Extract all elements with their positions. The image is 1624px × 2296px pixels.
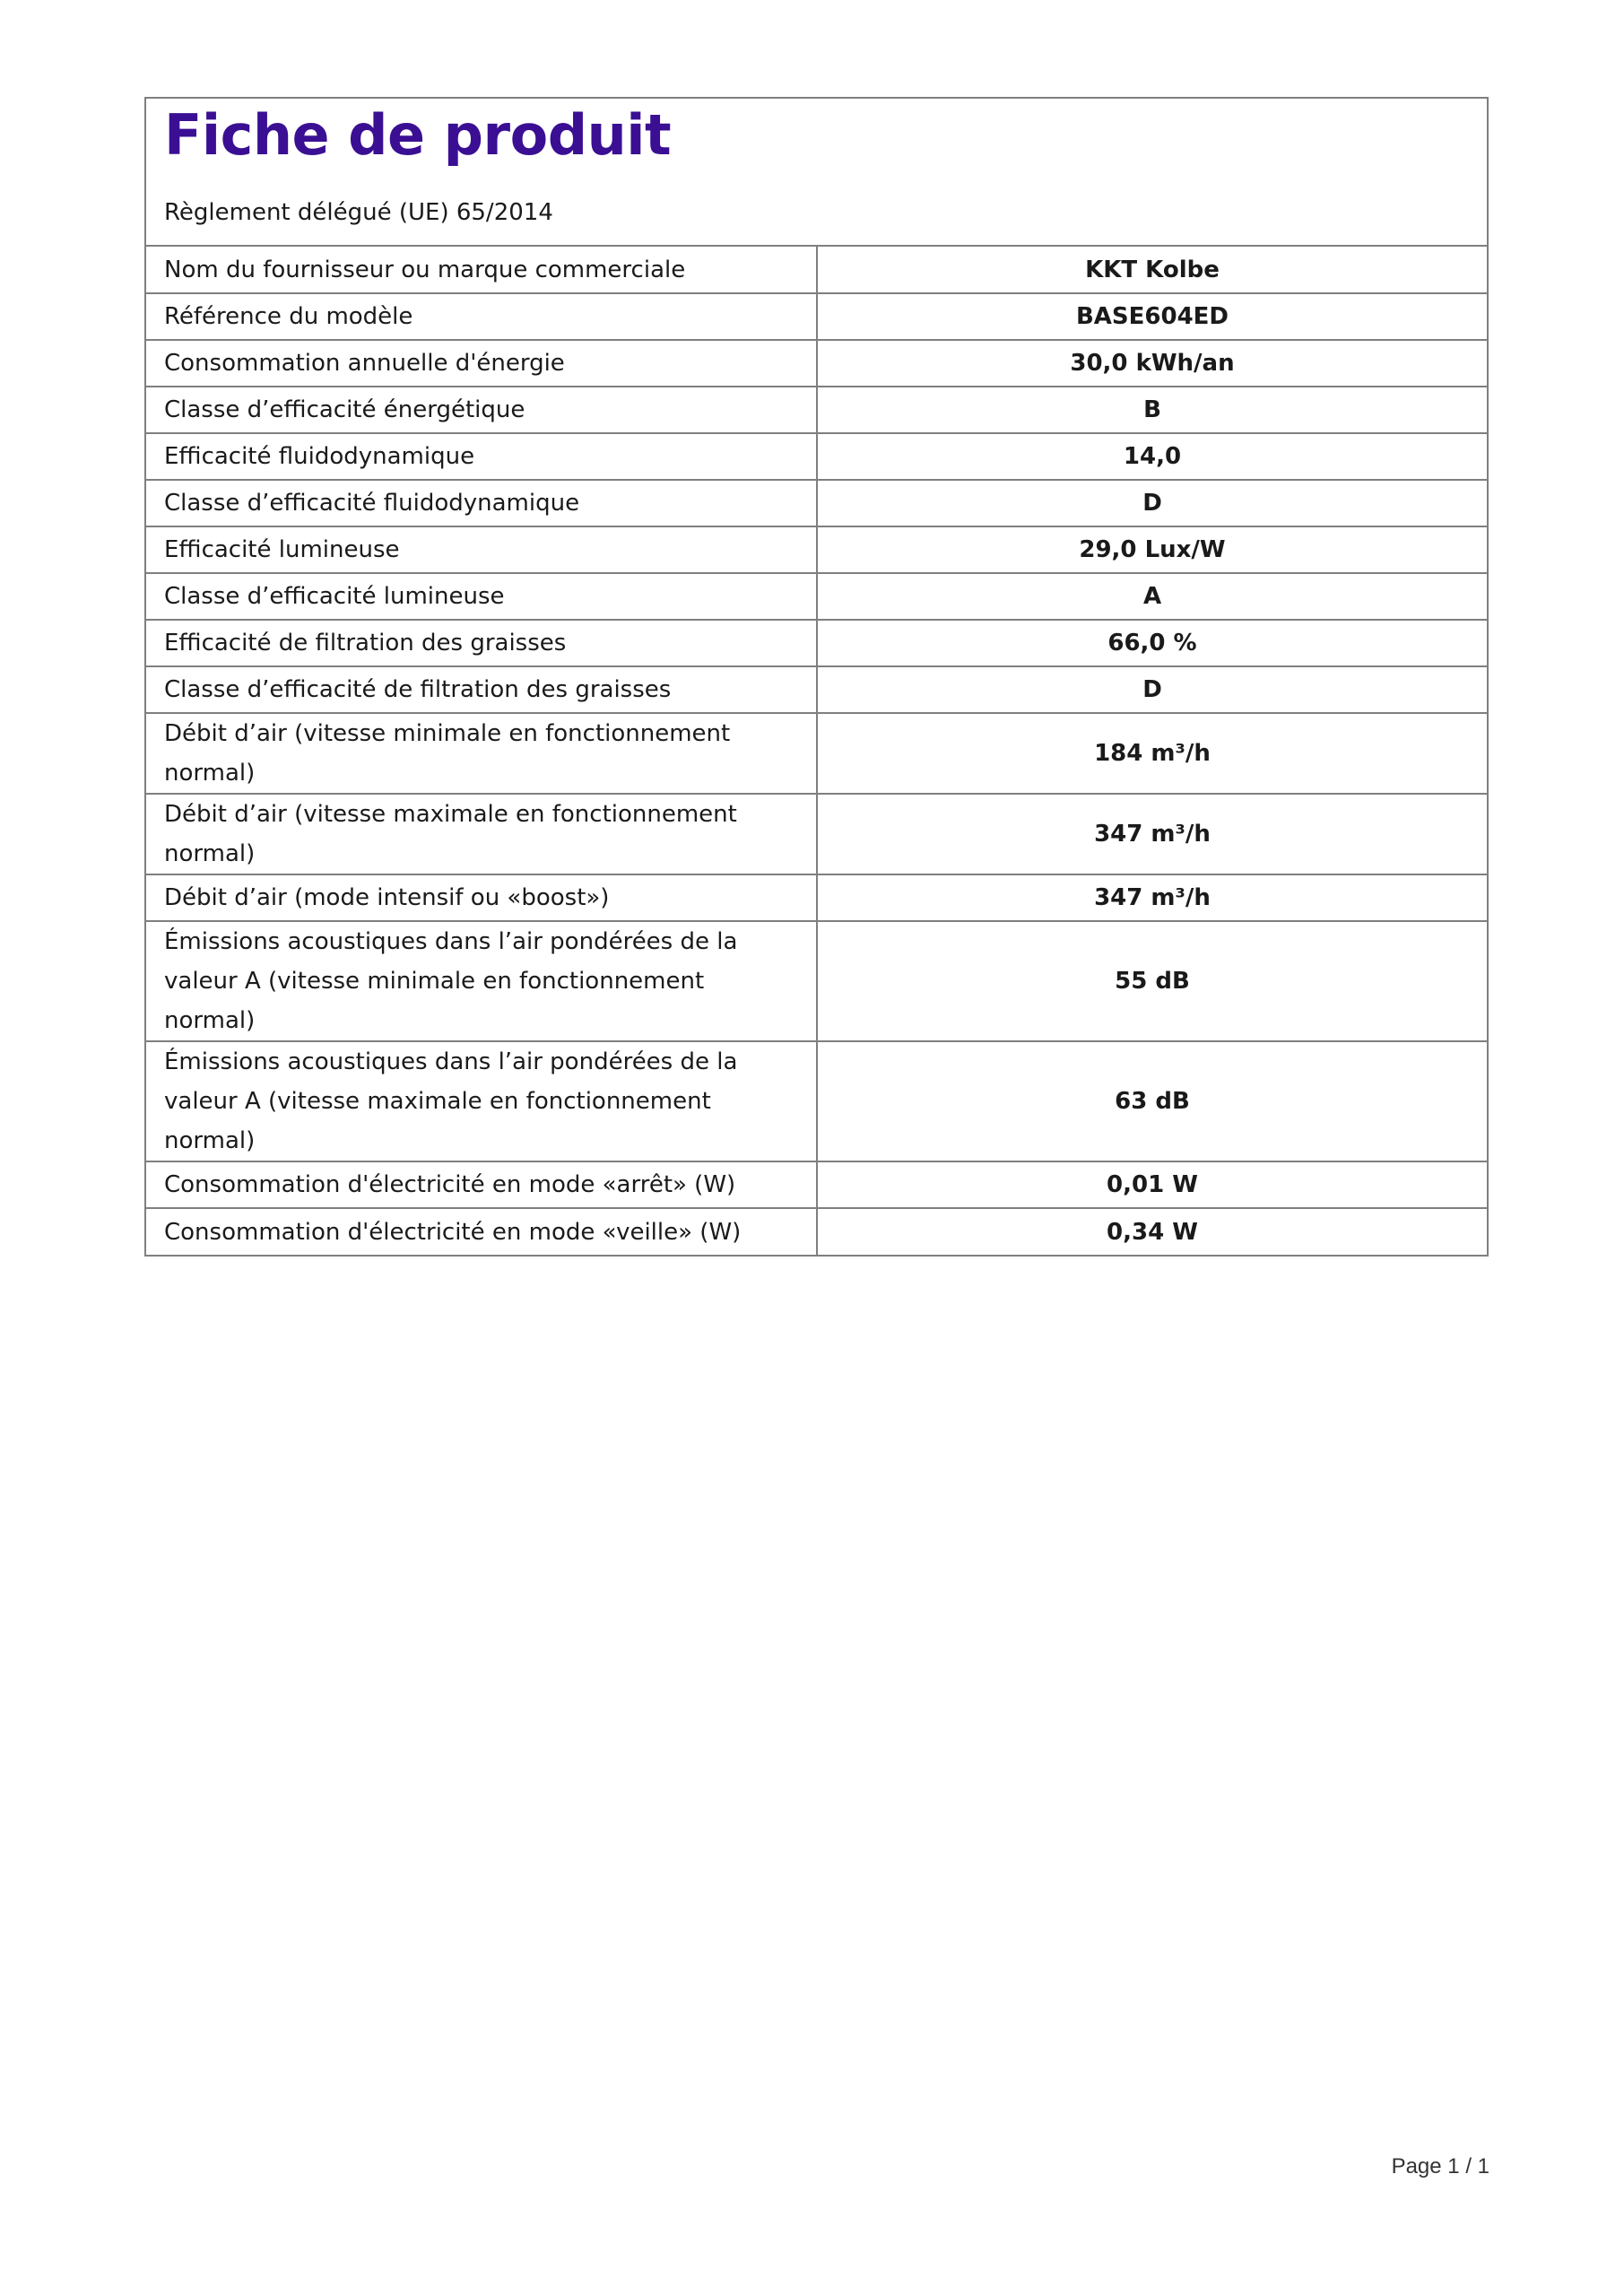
row-label: Consommation annuelle d'énergie — [146, 340, 817, 387]
row-label: Nom du fournisseur ou marque commerciale — [146, 247, 817, 293]
table-row — [146, 480, 1487, 526]
row-label: Classe d’efficacité énergétique — [146, 387, 817, 433]
table-row — [146, 1041, 1487, 1161]
table-row — [146, 874, 1487, 921]
page-number: Page 1 / 1 — [1391, 2154, 1489, 2179]
specification-table — [146, 247, 1487, 1255]
row-label: Émissions acoustiques dans l’air pondérées de la valeur A (vitesse maximale en fonctionnement normal) — [146, 1041, 817, 1161]
table-row — [146, 713, 1487, 794]
row-label: Efficacité fluidodynamique — [146, 433, 817, 480]
row-value: 0,01 W — [817, 1161, 1487, 1208]
row-value: 0,34 W — [1107, 1218, 1198, 1246]
row-label: Efficacité lumineuse — [146, 526, 817, 573]
table-row — [146, 340, 1487, 387]
row-value: 63 dB — [817, 1041, 1487, 1161]
row-value: 347 m³/h — [817, 794, 1487, 874]
row-value: 55 dB — [817, 921, 1487, 1041]
table-row — [146, 666, 1487, 713]
row-value: B — [817, 387, 1487, 433]
row-label: Référence du modèle — [146, 293, 817, 340]
table-row — [146, 573, 1487, 620]
row-label: Émissions acoustiques dans l’air pondérées de la valeur A (vitesse minimale en fonctionnement normal) — [146, 921, 817, 1041]
row-value: A — [817, 573, 1487, 620]
table-row — [146, 1161, 1487, 1208]
row-label: Classe d’efficacité fluidodynamique — [146, 480, 817, 526]
regulation-subtitle: Règlement délégué (UE) 65/2014 — [164, 199, 553, 226]
table-row — [146, 293, 1487, 340]
page-title: Fiche de produit — [164, 102, 672, 168]
table-row — [146, 247, 1487, 293]
row-label: Débit d’air (vitesse minimale en fonctionnement normal) — [146, 713, 817, 794]
row-value: 66,0 % — [817, 620, 1487, 666]
table-row — [146, 433, 1487, 480]
row-value: D — [817, 480, 1487, 526]
table-row — [146, 794, 1487, 874]
row-label: Débit d’air (vitesse maximale en fonctionnement normal) — [146, 794, 817, 874]
table-row — [146, 387, 1487, 433]
row-label: Efficacité de filtration des graisses — [146, 620, 817, 666]
table-row — [146, 921, 1487, 1041]
row-value: 29,0 Lux/W — [817, 526, 1487, 573]
row-value: 14,0 — [817, 433, 1487, 480]
row-value: BASE604ED — [817, 293, 1487, 340]
row-value: D — [817, 666, 1487, 713]
row-label: Classe d’efficacité lumineuse — [146, 573, 817, 620]
row-value: 30,0 kWh/an — [817, 340, 1487, 387]
row-label: Classe d’efficacité de filtration des graisses — [146, 666, 817, 713]
row-label: Débit d’air (mode intensif ou «boost») — [146, 874, 817, 921]
table-row — [146, 620, 1487, 666]
row-value: KKT Kolbe — [817, 247, 1487, 293]
sheet-header — [146, 99, 1487, 247]
table-row — [146, 526, 1487, 573]
row-label: Consommation d'électricité en mode «veille» (W) — [146, 1208, 817, 1255]
row-value: 184 m³/h — [817, 713, 1487, 794]
table-row — [146, 1208, 1487, 1255]
product-sheet — [144, 97, 1489, 1257]
row-label: Consommation d'électricité en mode «arrêt» (W) — [146, 1161, 817, 1208]
row-value: 347 m³/h — [817, 874, 1487, 921]
